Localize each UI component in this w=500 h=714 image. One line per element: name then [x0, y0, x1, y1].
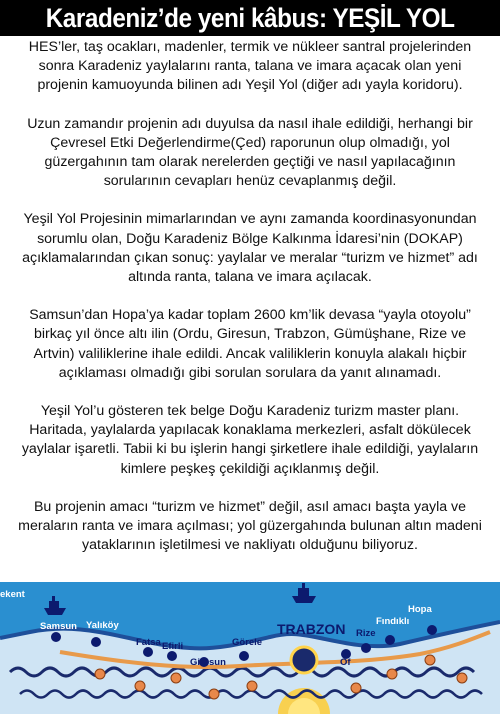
city-marker [361, 643, 371, 653]
city-marker [239, 651, 249, 661]
city-marker [167, 651, 177, 661]
road-stop [457, 673, 467, 683]
city-label: Yalıköy [86, 620, 119, 631]
headline-bar [0, 0, 500, 36]
city-label: Fındıklı [376, 616, 410, 627]
city-label: Görele [232, 637, 263, 648]
city-marker [143, 647, 153, 657]
city-label: Of [340, 657, 351, 668]
road-stop [425, 655, 435, 665]
article-body [14, 38, 486, 574]
road-stop [351, 683, 361, 693]
paragraph-4: Samsun’dan Hopa’ya kadar toplam 2600 km’lik devasa “yayla otoyolu” birkaç yıl önce altı ilin (Ordu, Giresun, Trabzon, Gümüşhane, Rize ve Artvin) valiliklerine ihale edildi. Ancak valiliklerin konuyla alakalı hiçbir açıklaması olmadığı gibi sorulan sorulara da yanıt alınamadı. [29, 307, 471, 381]
paragraph-6: Bu projenin amacı “turizm ve hizmet” değil, asıl amacı başta yayla ve meraların ranta ve imara açılması; yol güzergahında bulunan altın madeni yataklarının işletilmesi ve nakliyatı olduğunu biliyoruz. [18, 498, 482, 554]
city-marker [427, 625, 437, 635]
paragraph-5: Yeşil Yol’u gösteren tek belge Doğu Karadeniz turizm master planı. Haritada, yaylalarda yapılacak konaklama merkezleri, asfalt dökülecek yaylalar işaretli. Tabii ki bu işlerin hangi şirketlere ihale edildiği, yaylaların kimlere peşkeş çekildiği açıklanmış değil. [21, 403, 479, 477]
city-label: ekent [0, 589, 25, 600]
road-stop [387, 669, 397, 679]
city-label: Samsun [40, 621, 77, 632]
route-map [0, 582, 500, 714]
paragraph-3: Yeşil Yol Projesinin mimarlarından ve aynı zamanda koordinasyonundan sorumlu olan, Doğu Karadeniz Bölge Kalkınma İdaresi’nin (DOKAP) açıklamalarından çıkan sonuç: yaylalar ve meralar “turizm ve hizmet” adı altında ranta, talana ve imara açılacak. [22, 211, 478, 286]
city-marker [91, 637, 101, 647]
city-marker [385, 635, 395, 645]
paragraph-2: Uzun zamandır projenin adı duyulsa da nasıl ihale edildiği, herhangi bir Çevresel Etki Değerlendirme(Çed) raporunun olup olmadığı, yol güzergahının tam olarak nerelerden geçtiği ve nasıl yapılacağının sorularının cevapları henüz cevaplanmış değil. [27, 115, 473, 190]
city-label: Hopa [408, 604, 432, 615]
city-label: Fatsa [136, 637, 161, 648]
city-label: TRABZON [277, 621, 346, 637]
trabzon-marker [291, 647, 317, 673]
road-stop [95, 669, 105, 679]
road-stop [135, 681, 145, 691]
city-label: Giresun [190, 657, 226, 668]
city-marker [51, 632, 61, 642]
paragraph-1: HES’ler, taş ocakları, madenler, termik ve nükleer santral projelerinden sonra Karadeniz yaylalarını ranta, talana ve imara açacak olan yeni projenin kamuoyunda bilinen adı Yeşil Yol (diğer adı yayla koridoru). [28, 39, 472, 94]
road-stop [209, 689, 219, 699]
city-label: Efirli [162, 641, 184, 652]
road-stop [171, 673, 181, 683]
road-stop [247, 681, 257, 691]
headline: Karadeniz’de yeni kâbus: YEŞİL YOL [45, 2, 455, 33]
city-label: Rize [356, 628, 376, 639]
route-map-svg [0, 582, 500, 714]
